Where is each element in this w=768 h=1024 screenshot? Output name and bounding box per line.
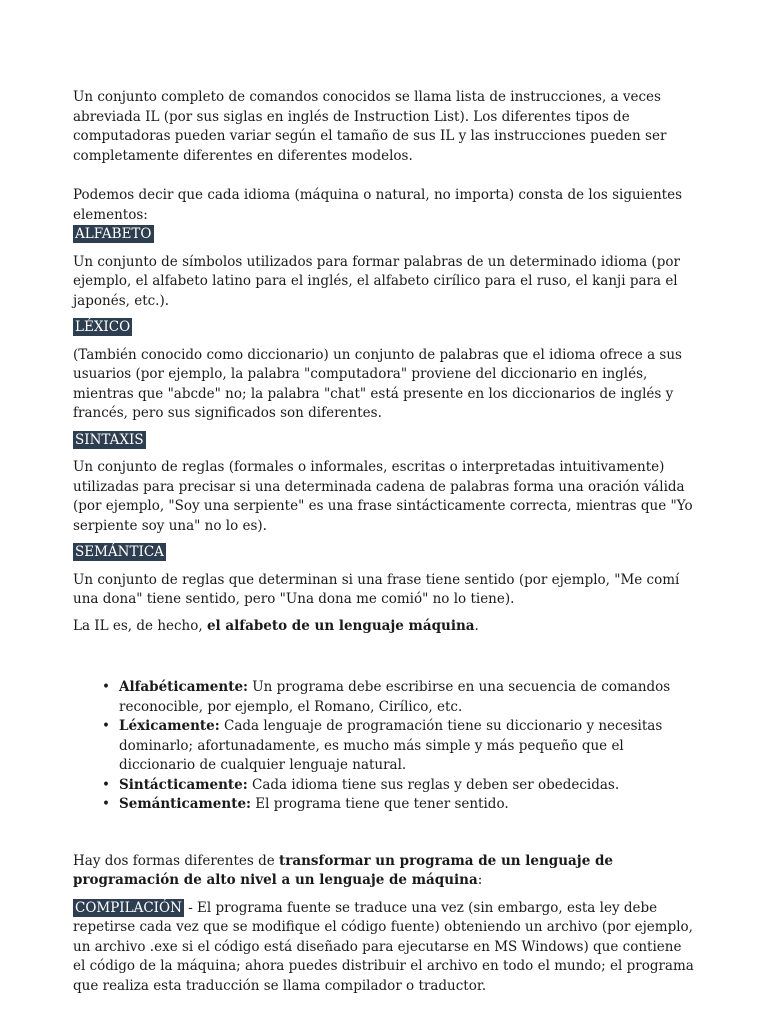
list-item-term: Alfabéticamente:: [119, 679, 249, 695]
list-item-text: Un programa debe escribirse en una secuencia de comandos reconocible, por ejemplo, el Romano, Cirílico, etc.: [119, 679, 671, 715]
elements-intro-paragraph: Podemos decir que cada idioma (máquina o natural, no importa) consta de los siguientes elementos:: [73, 187, 683, 223]
il-definition-line: [73, 617, 695, 637]
il-line-prefix: La IL es, de hecho,: [73, 617, 207, 634]
il-line-suffix: .: [474, 617, 479, 634]
section-text-alfabeto: Un conjunto de símbolos utilizados para formar palabras de un determinado idioma (por ejemplo, el alfabeto latino para el inglés, el alfabeto cirílico para el ruso, el kanji para el japonés, etc.).: [73, 253, 680, 309]
list-item-text: El programa tiene que tener sentido.: [251, 796, 509, 812]
section-text-lexico: (También conocido como diccionario) un conjunto de palabras que el idioma ofrece a sus usuarios (por ejemplo, la palabra "computadora" proviene del diccionario en inglés, mientras que "abcde" no; la palabra "chat" está presente en los diccionarios de inglés y francés, pero sus significados son diferentes.: [73, 346, 682, 421]
compilation-paragraph: [73, 899, 695, 997]
list-item-text: Cada idioma tiene sus reglas y deben ser obedecidas.: [247, 776, 620, 793]
list-item-text: Cada lenguaje de programación tiene su diccionario y necesitas dominarlo; afortunadamente, es mucho más simple y más pequeño que el diccionario de cualquier lenguaje natural.: [119, 718, 663, 773]
section-alfabeto: [73, 225, 695, 311]
section-heading-semantica: SEMÁNTICA: [75, 544, 164, 560]
section-semantica: [73, 543, 695, 610]
section-lexico: [73, 318, 695, 424]
transform-bold: transformar un programa de un lenguaje de programación de alto nivel a un lenguaje de máquina: [73, 852, 614, 888]
list-item-semanticamente: [119, 795, 695, 815]
section-text-sintaxis: Un conjunto de reglas (formales o informales, escritas o interpretadas intuitivamente) utilizadas para precisar si una determinada cadena de palabras forma una oración válida (por ejemplo, "Soy una serpiente" es una frase sintácticamente correcta, mientras que "Yo serpiente soy una" no lo es).: [73, 459, 693, 534]
list-item-term: Sintácticamente:: [119, 776, 248, 793]
section-heading-compilacion: COMPILACIÓN: [75, 899, 182, 916]
section-heading-alfabeto: ALFABETO: [75, 226, 152, 242]
transform-paragraph: [73, 852, 695, 891]
il-line-bold: el alfabeto de un lenguaje máquina: [206, 617, 475, 634]
section-heading-lexico: LÉXICO: [75, 319, 131, 335]
list-item-term: Léxicamente:: [119, 718, 220, 734]
list-item-alfabeticamente: [119, 678, 695, 717]
list-item-sintacticamente: [119, 776, 695, 796]
transform-prefix: Hay dos formas diferentes de: [73, 852, 280, 869]
section-sintaxis: [73, 431, 695, 537]
list-item-lexicamente: [119, 717, 695, 776]
compilation-text: - El programa fuente se traduce una vez (sin embargo, esta ley debe repetirse cada vez que se modifique el código fuente) obteniendo un archivo (por ejemplo, un archivo .exe si el código está diseñado para ejecutarse en MS Windows) que contiene el código de la máquina; ahora puedes distribuir el archivo en todo el mundo; el programa que realiza esta traducción se llama compilador o traductor.: [73, 899, 694, 994]
document-page: [73, 88, 695, 996]
features-list: [73, 678, 695, 815]
transform-suffix: :: [477, 872, 483, 888]
section-heading-sintaxis: SINTAXIS: [75, 431, 144, 448]
section-text-semantica: Un conjunto de reglas que determinan si una frase tiene sentido (por ejemplo, "Me comí una dona" tiene sentido, pero "Una dona me comió" no lo tiene).: [73, 571, 680, 607]
list-item-term: Semánticamente:: [119, 796, 252, 812]
intro-paragraph: Un conjunto completo de comandos conocidos se llama lista de instrucciones, a veces abreviada IL (por sus siglas en inglés de Instruction List). Los diferentes tipos de computadoras pueden variar según el tamaño de sus IL y las instrucciones pueden ser completamente diferentes en diferentes modelos.: [73, 89, 667, 164]
